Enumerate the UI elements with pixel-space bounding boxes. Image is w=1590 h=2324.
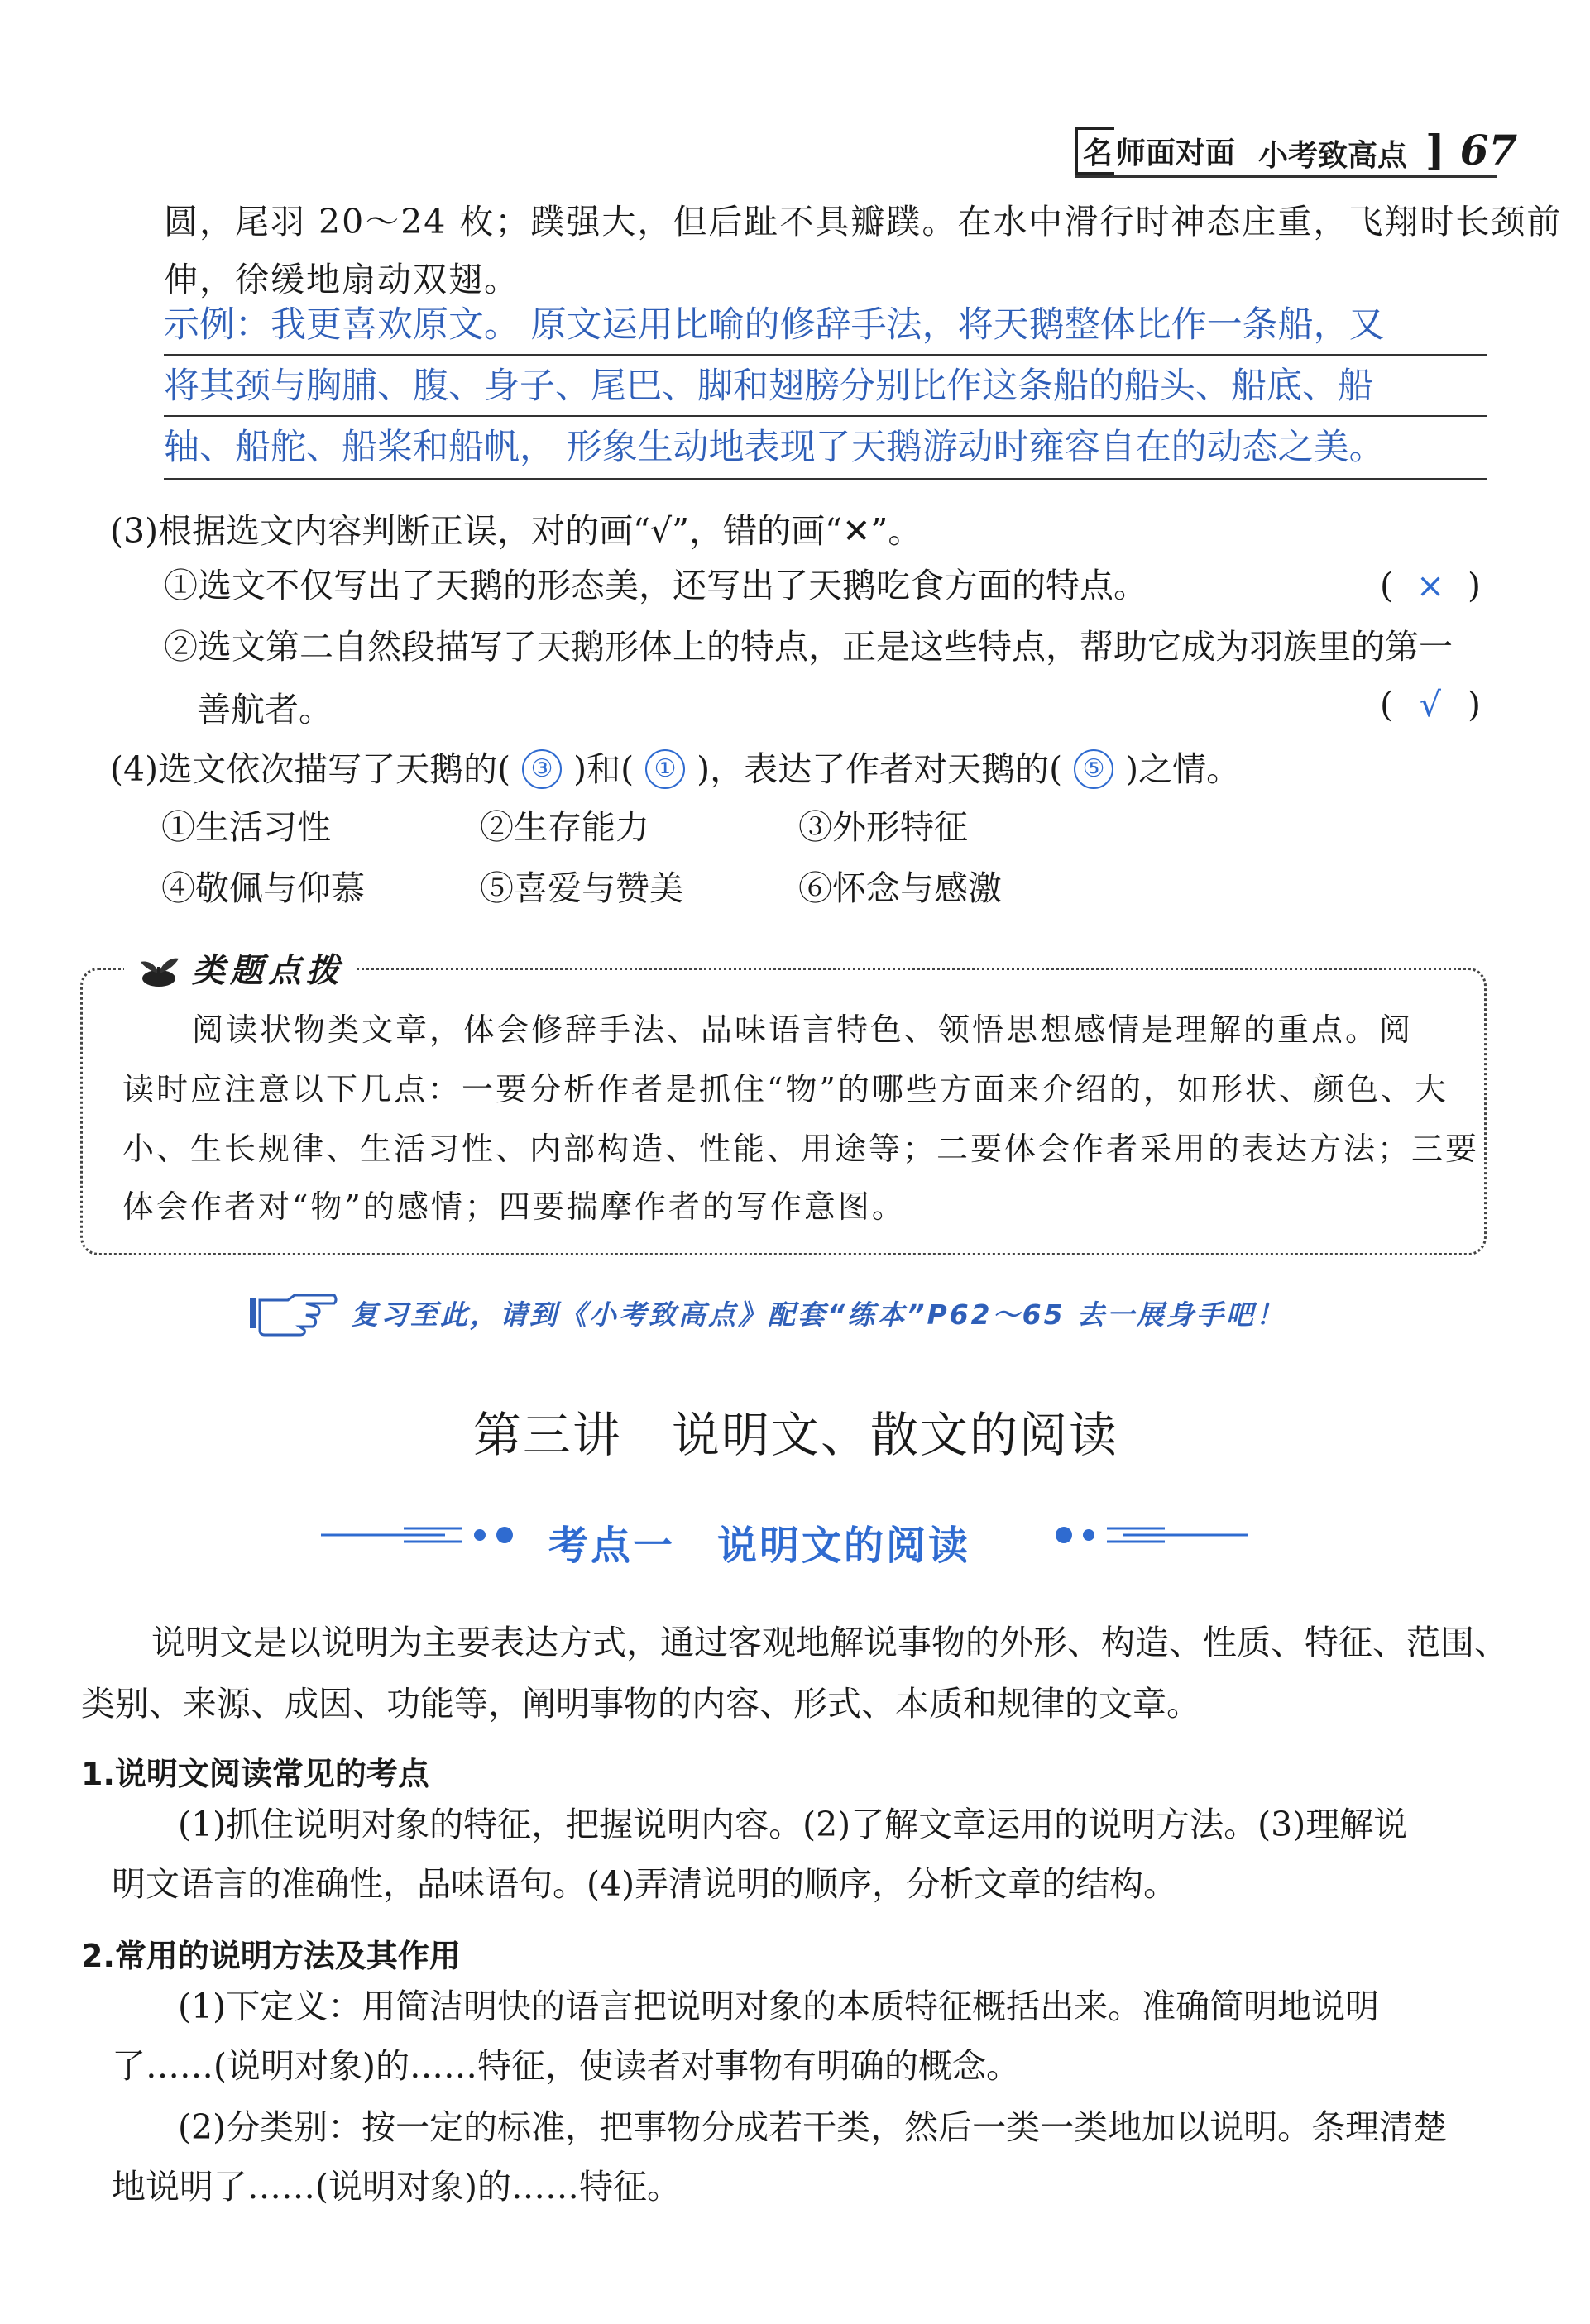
left-decor-lines bbox=[321, 1507, 520, 1565]
tip-line-4: 体会作者对“物”的感情；四要揣摩作者的写作意图。 bbox=[122, 1188, 906, 1225]
lecture-title: 第三讲 说明文、散文的阅读 bbox=[473, 1407, 1119, 1463]
q4-option-2: ②生存能力 bbox=[480, 807, 649, 847]
answer-rule-1 bbox=[164, 354, 1487, 356]
q3-item-1: ①选文不仅写出了天鹅的形态美，还写出了天鹅吃食方面的特点。 bbox=[164, 566, 1147, 605]
section-2-p1-line-1: (1)下定义：用简洁明快的语言把说明对象的本质特征概括出来。准确简明地说明 bbox=[178, 1987, 1380, 2026]
review-line bbox=[248, 1289, 1286, 1337]
plant-icon bbox=[136, 949, 182, 988]
review-text: 复习至此，请到《小考致高点》配套“练本”P62～65 去一展身手吧！ bbox=[351, 1298, 1286, 1331]
tip-line-3: 小、生长规律、生活习性、内部构造、性能、用途等；二要体会作者采用的表达方法；三要 bbox=[122, 1131, 1480, 1167]
answer-rule-2 bbox=[164, 415, 1487, 417]
q4-option-3: ③外形特征 bbox=[798, 807, 968, 847]
page-header bbox=[1075, 126, 1517, 175]
q3-item-1-mark: × bbox=[1415, 566, 1445, 605]
tip-title: 类题点拨 bbox=[192, 951, 344, 990]
q3-item-2-answer: ( √ ) bbox=[1380, 685, 1481, 724]
q4-answer-2: ① bbox=[645, 749, 685, 789]
intro-line-2: 类别、来源、成因、功能等，阐明事物的内容、形式、本质和规律的文章。 bbox=[81, 1684, 1200, 1724]
section-1-line-1: (1)抓住说明对象的特征，把握说明内容。(2)了解文章运用的说明方法。(3)理解说 bbox=[178, 1805, 1408, 1844]
q4-answer-1: ③ bbox=[522, 749, 562, 789]
kaodian-header bbox=[321, 1507, 1248, 1569]
answer-example-line-1: 示例：我更喜欢原文。 原文运用比喻的修辞手法，将天鹅整体比作一条船，又 bbox=[164, 304, 1385, 346]
q3-item-2-line-2: 善航者。 bbox=[197, 690, 333, 729]
header-rule bbox=[1075, 175, 1497, 178]
q3-item-1-answer: ( × ) bbox=[1380, 566, 1481, 605]
section-2-p1-line-2: 了……(说明对象)的……特征，使读者对事物有明确的概念。 bbox=[112, 2046, 1020, 2086]
brand-name: 名 师面对面 bbox=[1075, 127, 1235, 175]
section-2-heading: 2.常用的说明方法及其作用 bbox=[81, 1938, 461, 1974]
q4-option-1: ①生活习性 bbox=[161, 807, 331, 847]
q3-item-2-line-1: ②选文第二自然段描写了天鹅形体上的特点，正是这些特点，帮助它成为羽族里的第一 bbox=[164, 627, 1453, 667]
tip-title-wrap bbox=[124, 944, 356, 992]
pointing-hand-icon bbox=[248, 1289, 339, 1337]
q3-stem: (3)根据选文内容判断正误，对的画“√”，错的画“✕”。 bbox=[110, 511, 922, 551]
header-bracket: ] bbox=[1425, 126, 1445, 175]
section-2-p2-line-2: 地说明了……(说明对象)的……特征。 bbox=[112, 2167, 681, 2207]
tip-line-1: 阅读状物类文章，体会修辞手法、品味语言特色、领悟思想感情是理解的重点。阅 bbox=[192, 1011, 1414, 1048]
section-2-p2-line-1: (2)分类别：按一定的标准，把事物分成若干类，然后一类一类地加以说明。条理清楚 bbox=[178, 2107, 1448, 2147]
q4-answer-3: ⑤ bbox=[1074, 749, 1113, 789]
continuation-line-2: 伸，徐缓地扇动双翅。 bbox=[164, 260, 520, 299]
section-1-line-2: 明文语言的准确性，品味语句。(4)弄清说明的顺序，分析文章的结构。 bbox=[112, 1864, 1178, 1904]
brand-box: 名 bbox=[1075, 127, 1114, 175]
q4-stem: (4)选文依次描写了天鹅的( ③ )和( ① )，表达了作者对天鹅的( ⑤ )之情。 bbox=[110, 748, 1241, 789]
section-1-heading: 1.说明文阅读常见的考点 bbox=[81, 1756, 429, 1792]
intro-line-1: 说明文是以说明为主要表达方式，通过客观地解说事物的外形、构造、性质、特征、范围、 bbox=[151, 1623, 1508, 1662]
continuation-line-1: 圆，尾羽 20～24 枚；蹼强大，但后趾不具瓣蹼。在水中滑行时神态庄重，飞翔时长颈前 bbox=[164, 202, 1563, 241]
page-number: 67 bbox=[1459, 126, 1518, 175]
answer-example-line-3: 轴、船舵、船桨和船帆， 形象生动地表现了天鹅游动时雍容自在的动态之美。 bbox=[164, 427, 1385, 468]
tip-line-2: 读时应注意以下几点：一要分析作者是抓住“物”的哪些方面来介绍的，如形状、颜色、大 bbox=[122, 1071, 1449, 1107]
kaodian-title: 考点一 说明文的阅读 bbox=[548, 1523, 971, 1569]
series-name: 小考致高点 bbox=[1258, 139, 1408, 173]
right-decor-lines bbox=[1049, 1507, 1248, 1565]
q3-item-2-mark: √ bbox=[1419, 685, 1442, 724]
answer-rule-3 bbox=[164, 478, 1487, 480]
q4-option-6: ⑥怀念与感激 bbox=[798, 868, 1002, 908]
answer-example-line-2: 将其颈与胸脯、腹、身子、尾巴、脚和翅膀分别比作这条船的船头、船底、船 bbox=[164, 366, 1373, 407]
q4-option-5: ⑤喜爱与赞美 bbox=[480, 868, 683, 908]
q4-option-4: ④敬佩与仰慕 bbox=[161, 868, 365, 908]
